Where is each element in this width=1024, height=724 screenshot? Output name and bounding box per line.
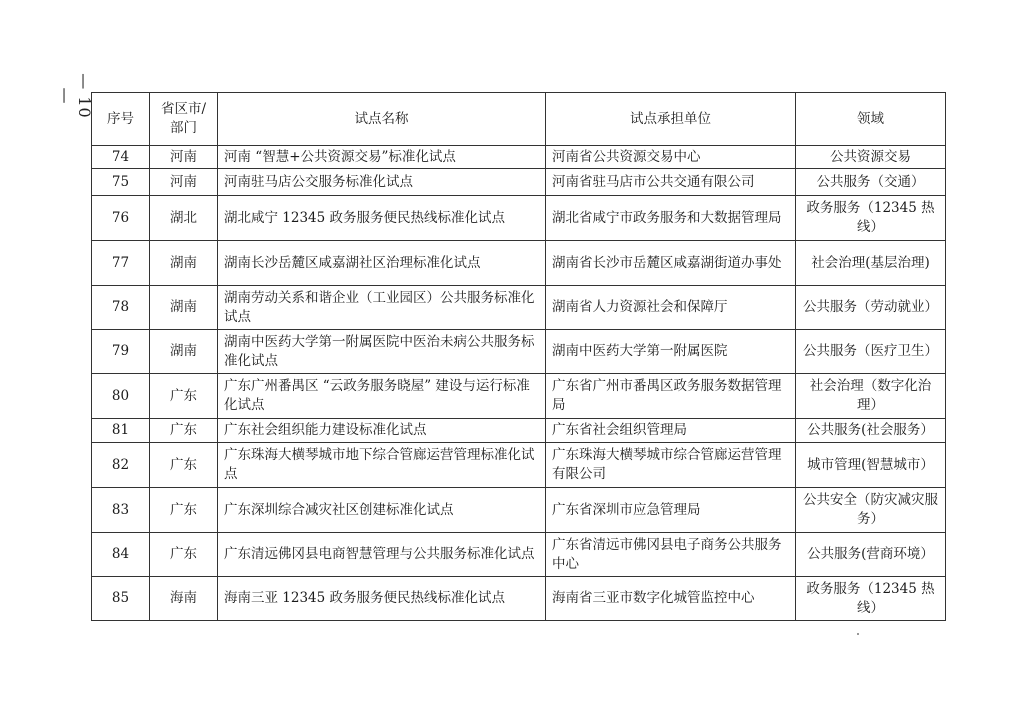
cell-name: 湖南长沙岳麓区咸嘉湖社区治理标准化试点 — [218, 241, 546, 286]
cell-province: 海南 — [150, 577, 218, 621]
cell-no: 78 — [92, 286, 150, 330]
cell-name: 广东广州番禺区 “云政务服务晓屋” 建设与运行标准化试点 — [218, 374, 546, 419]
cell-province: 广东 — [150, 374, 218, 419]
cell-province: 湖南 — [150, 330, 218, 374]
cell-unit: 广东珠海大横琴城市综合管廊运营管理有限公司 — [546, 443, 796, 488]
cell-unit: 海南省三亚市数字化城管监控中心 — [546, 577, 796, 621]
scan-speck — [857, 633, 859, 635]
table-row — [92, 286, 946, 330]
page-number: — 10 — — [56, 73, 94, 119]
cell-province: 湖南 — [150, 241, 218, 286]
header-unit: 试点承担单位 — [546, 93, 796, 146]
table-row — [92, 488, 946, 533]
cell-no: 83 — [92, 488, 150, 533]
cell-unit: 广东省广州市番禺区政务服务数据管理局 — [546, 374, 796, 419]
cell-province: 湖南 — [150, 286, 218, 330]
cell-domain: 城市管理(智慧城市） — [796, 443, 946, 488]
table-row — [92, 419, 946, 443]
header-name: 试点名称 — [218, 93, 546, 146]
cell-unit: 广东省深圳市应急管理局 — [546, 488, 796, 533]
cell-name: 湖南劳动关系和谐企业（工业园区）公共服务标准化试点 — [218, 286, 546, 330]
cell-name: 河南 “智慧+公共资源交易”标准化试点 — [218, 146, 546, 169]
cell-name: 海南三亚 12345 政务服务便民热线标准化试点 — [218, 577, 546, 621]
table-row — [92, 196, 946, 241]
cell-domain: 社会治理(基层治理) — [796, 241, 946, 286]
cell-name: 广东珠海大横琴城市地下综合管廊运营管理标准化试点 — [218, 443, 546, 488]
cell-province: 河南 — [150, 169, 218, 196]
table-row — [92, 169, 946, 196]
cell-unit: 河南省驻马店市公共交通有限公司 — [546, 169, 796, 196]
header-domain: 领域 — [796, 93, 946, 146]
table-row — [92, 146, 946, 169]
cell-name: 广东清远佛冈县电商智慧管理与公共服务标准化试点 — [218, 533, 546, 577]
cell-domain: 政务服务（12345 热线） — [796, 196, 946, 241]
cell-no: 81 — [92, 419, 150, 443]
table-row — [92, 443, 946, 488]
cell-unit: 广东省清远市佛冈县电子商务公共服务中心 — [546, 533, 796, 577]
cell-name: 广东社会组织能力建设标准化试点 — [218, 419, 546, 443]
header-province: 省区市/部门 — [150, 93, 218, 146]
cell-no: 84 — [92, 533, 150, 577]
cell-name: 湖南中医药大学第一附属医院中医治未病公共服务标准化试点 — [218, 330, 546, 374]
cell-no: 74 — [92, 146, 150, 169]
cell-unit: 河南省公共资源交易中心 — [546, 146, 796, 169]
table-row — [92, 241, 946, 286]
cell-domain: 公共服务（交通） — [796, 169, 946, 196]
cell-no: 77 — [92, 241, 150, 286]
cell-domain: 公共服务（劳动就业） — [796, 286, 946, 330]
cell-unit: 广东省社会组织管理局 — [546, 419, 796, 443]
cell-domain: 公共安全（防灾减灾服务） — [796, 488, 946, 533]
cell-province: 广东 — [150, 488, 218, 533]
table-row — [92, 330, 946, 374]
cell-no: 79 — [92, 330, 150, 374]
cell-domain: 公共服务(社会服务） — [796, 419, 946, 443]
table-header-row — [92, 93, 946, 146]
cell-province: 广东 — [150, 419, 218, 443]
cell-province: 河南 — [150, 146, 218, 169]
cell-province: 广东 — [150, 533, 218, 577]
cell-domain: 公共服务(营商环境） — [796, 533, 946, 577]
pilot-table — [91, 92, 946, 621]
cell-domain: 社会治理（数字化治理） — [796, 374, 946, 419]
table-row — [92, 577, 946, 621]
cell-unit: 湖南省长沙市岳麓区咸嘉湖街道办事处 — [546, 241, 796, 286]
header-no: 序号 — [92, 93, 150, 146]
cell-no: 85 — [92, 577, 150, 621]
cell-no: 76 — [92, 196, 150, 241]
cell-no: 80 — [92, 374, 150, 419]
cell-province: 湖北 — [150, 196, 218, 241]
cell-name: 广东深圳综合减灾社区创建标准化试点 — [218, 488, 546, 533]
cell-name: 河南驻马店公交服务标准化试点 — [218, 169, 546, 196]
cell-name: 湖北咸宁 12345 政务服务便民热线标准化试点 — [218, 196, 546, 241]
cell-no: 82 — [92, 443, 150, 488]
cell-unit: 湖北省咸宁市政务服务和大数据管理局 — [546, 196, 796, 241]
table-row — [92, 533, 946, 577]
cell-unit: 湖南省人力资源社会和保障厅 — [546, 286, 796, 330]
cell-domain: 公共服务（医疗卫生） — [796, 330, 946, 374]
cell-domain: 公共资源交易 — [796, 146, 946, 169]
cell-no: 75 — [92, 169, 150, 196]
table-row — [92, 374, 946, 419]
cell-unit: 湖南中医药大学第一附属医院 — [546, 330, 796, 374]
cell-domain: 政务服务（12345 热线） — [796, 577, 946, 621]
cell-province: 广东 — [150, 443, 218, 488]
